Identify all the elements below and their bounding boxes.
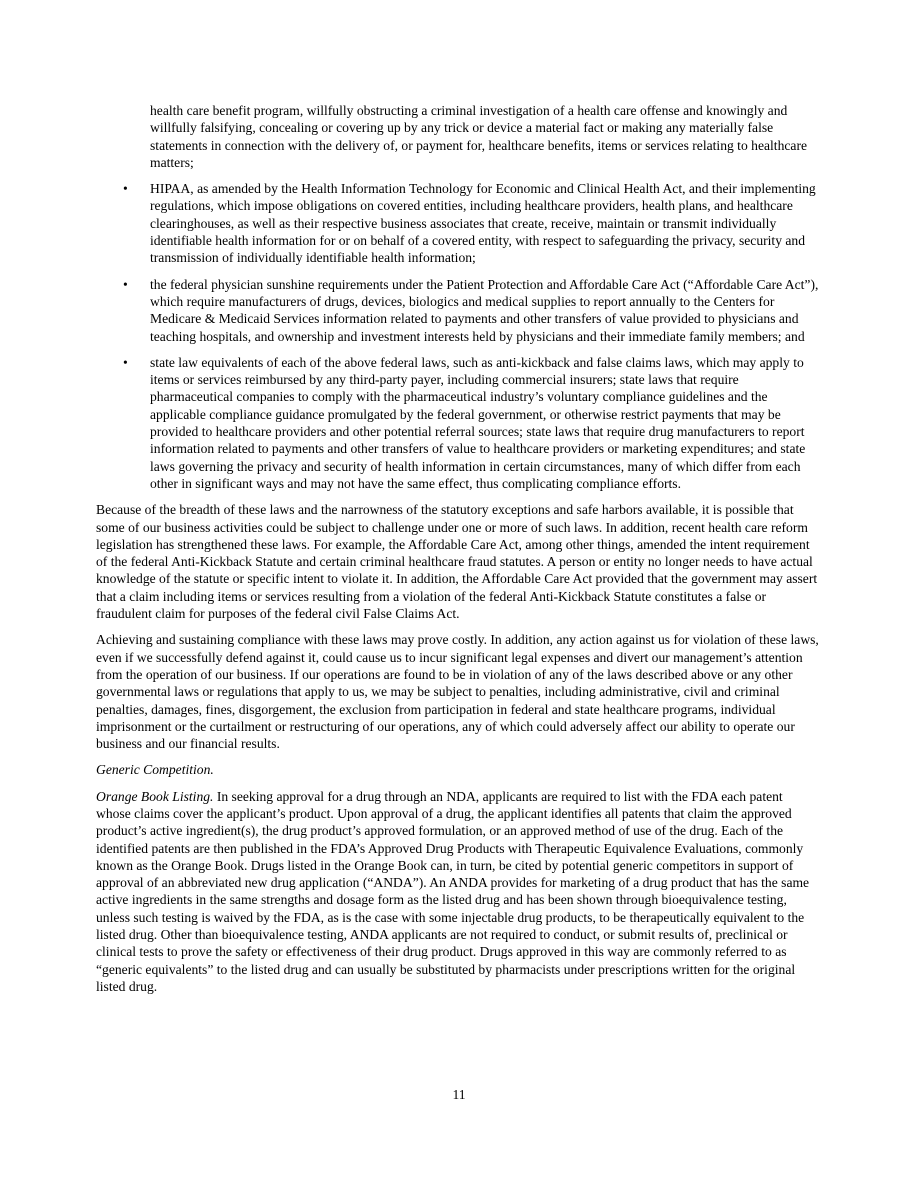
bullet-item-hipaa bbox=[123, 180, 820, 266]
bullet-item-sunshine bbox=[123, 276, 820, 345]
page-number: 11 bbox=[452, 1087, 466, 1102]
bullet-text: HIPAA, as amended by the Health Information Technology for Economic and Clinical Health Act, and their implementing regulations, which impose obligations on covered entities, including healthcare providers, health plans, and healthcare clearinghouses, as well as their respective business associates that create, receive, maintain or transmit individually identifiable health information for or on behalf of a covered entity, with respect to safeguarding the privacy, security and transmission of individually identifiable health information; bbox=[150, 181, 816, 266]
page-body bbox=[96, 102, 820, 1004]
bullet-item-state-law bbox=[123, 354, 820, 492]
bullet-text: the federal physician sunshine requirements under the Patient Protection and Affordable Care Act (“Affordable Care Act”), which require manufacturers of drugs, devices, biologics and medical supplies to report annually to the Centers for Medicare & Medicaid Services information related to payments and other transfers of value provided to physicians and teaching hospitals, and ownership and investment interests held by physicians and their immediate family members; and bbox=[150, 276, 819, 344]
section-heading: Generic Competition. bbox=[96, 762, 214, 778]
paragraph-breadth: Because of the breadth of these laws and the narrowness of the statutory exceptions and safe harbors available, it is possible that some of our business activities could be subject to challenge under one or more of such laws. In addition, recent health care reform legislation has strengthened these laws. For example, the Affordable Care Act, among other things, amended the intent requirement of the federal Anti-Kickback Statute and certain criminal healthcare fraud statutes. A person or entity no longer needs to have actual knowledge of the statute or specific intent to violate it. In addition, the Affordable Care Act provided that the government may assert that a claim including items or services resulting from a violation of the federal Anti-Kickback Statute constitutes a false or fraudulent claim for purposes of the federal civil False Claims Act. bbox=[96, 502, 818, 622]
orange-book-body: In seeking approval for a drug through an NDA, applicants are required to list with the FDA each patent whose claims cover the applicant’s product. Upon approval of a drug, the applicant identifies all patents that claim the approved product’s active ingredient(s), the drug product’s approved formulation, or an approved method of use of the drug. Each of the identified patents are then published in the FDA’s Approved Drug Products with Therapeutic Equivalence Evaluations, commonly known as the Orange Book. Drugs listed in the Orange Book can, in turn, be cited by potential generic competitors in support of approval of an abbreviated new drug application (“ANDA”). An ANDA provides for marketing of a drug product that has the same active ingredients in the same strengths and dosage form as the listed drug and has been shown through bioequivalence testing, unless such testing is waived by the FDA, as is the case with some injectable drug products, to be therapeutically equivalent to the listed drug. Other than bioequivalence testing, ANDA applicants are not required to conduct, or submit results of, preclinical or clinical tests to prove the safety or effectiveness of their drug product. Drugs approved in this way are commonly referred to as “generic equivalents” to the listed drug and can usually be substituted by pharmacists under prescriptions written for the original listed drug. bbox=[96, 788, 810, 994]
bullet-icon: • bbox=[123, 181, 128, 197]
bullet-text: state law equivalents of each of the above federal laws, such as anti-kickback and false claims laws, which may apply to items or services reimbursed by any third-party payer, including commercial insurers; state laws that require pharmaceutical companies to comply with the pharmaceutical industry’s voluntary compliance guidelines and the applicable compliance guidance promulgated by the federal government, or otherwise restrict payments that may be provided to healthcare providers and other potential referral sources; state laws that require drug manufacturers to report information related to payments and other transfers of value to healthcare providers or marketing expenditures; and state laws governing the privacy and security of health information in certain circumstances, many of which differ from each other in significant ways and may not have the same effect, thus complicating compliance efforts. bbox=[150, 354, 806, 491]
run-in-heading: Orange Book Listing. bbox=[96, 788, 214, 804]
bullet-icon: • bbox=[123, 354, 128, 370]
paragraph-compliance: Achieving and sustaining compliance with these laws may prove costly. In addition, any action against us for violation of these laws, even if we successfully defend against it, could cause us to incur significant legal expenses and divert our management’s attention from the operation of our business. If our operations are found to be in violation of any of the laws described above or any other governmental laws or regulations that apply to us, we may be subject to penalties, including administrative, civil and criminal penalties, damages, fines, disgorgement, the exclusion from participation in federal and state healthcare programs, individual imprisonment or the curtailment or restructuring of our operations, any of which could adversely affect our ability to operate our business and our financial results. bbox=[96, 632, 819, 752]
paragraph-orange-book bbox=[96, 788, 820, 996]
bullet-icon: • bbox=[123, 276, 128, 292]
bullet-list bbox=[96, 180, 820, 492]
continuation-paragraph: health care benefit program, willfully obstructing a criminal investigation of a health care offense and knowingly and willfully falsifying, concealing or covering up by any trick or device a material fact or making any materially false statements in connection with the delivery of, or payment for, healthcare benefits, items or services relating to healthcare matters; bbox=[150, 103, 807, 170]
